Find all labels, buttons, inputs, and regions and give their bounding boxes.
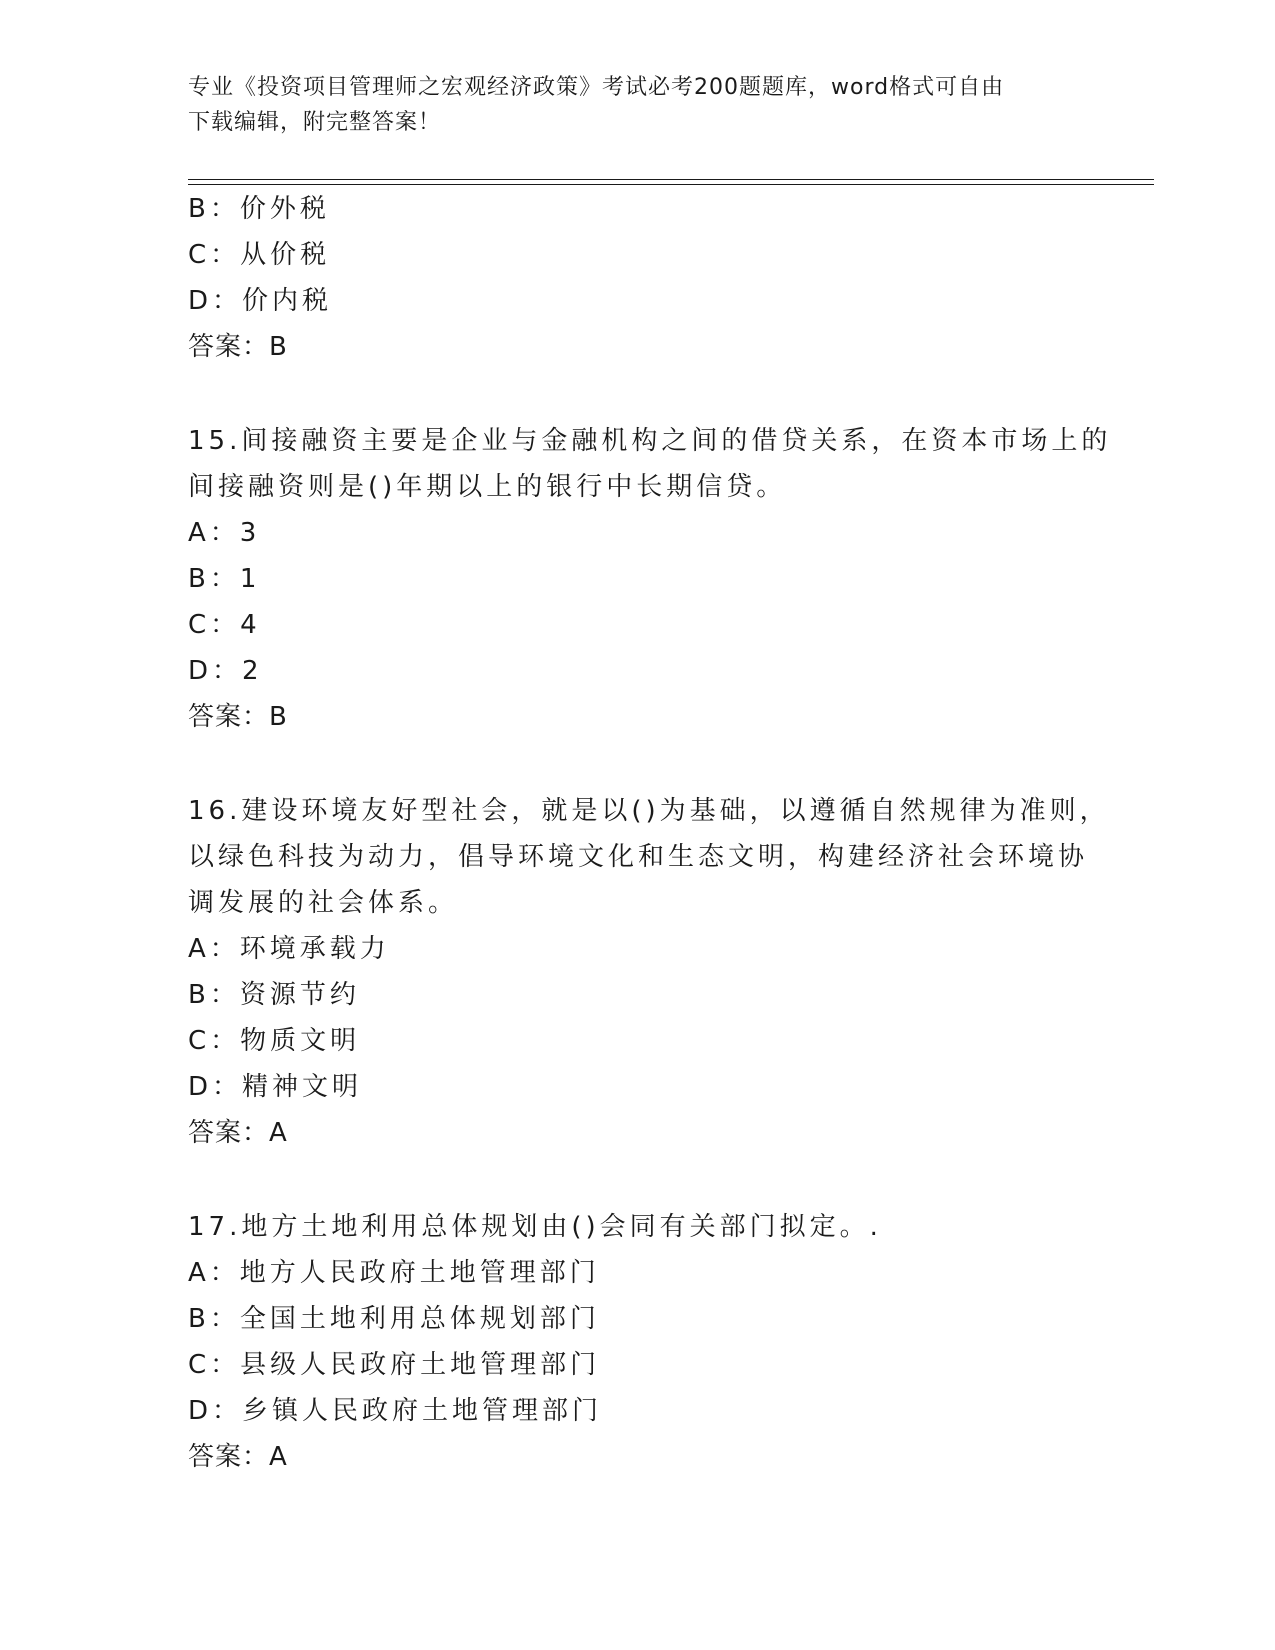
option-c: C：4 (188, 610, 261, 640)
question-stem: 15.间接融资主要是企业与金融机构之间的借贷关系，在资本市场上的 (188, 426, 1112, 456)
question-14 (188, 186, 1088, 370)
question-15 (188, 418, 1112, 740)
answer: 答案：A (188, 1442, 288, 1472)
answer: 答案：B (188, 332, 288, 362)
option-b: B：价外税 (188, 194, 330, 224)
question-stem: 间接融资则是()年期以上的银行中长期信贷。 (188, 472, 787, 502)
option-a: A：3 (188, 518, 261, 548)
option-b: B：资源节约 (188, 980, 360, 1010)
option-c: C：县级人民政府土地管理部门 (188, 1350, 601, 1380)
question-stem: 调发展的社会体系。 (188, 888, 459, 918)
option-b: B：1 (188, 564, 261, 594)
header-rule-top (188, 179, 1154, 180)
option-a: A：环境承载力 (188, 934, 390, 964)
option-d: D：乡镇人民政府土地管理部门 (188, 1396, 603, 1426)
page-header (188, 70, 1088, 140)
header-line-1: 专业《投资项目管理师之宏观经济政策》考试必考200题题库，word格式可自由 (188, 75, 1005, 100)
option-d: D：2 (188, 656, 263, 686)
question-stem: 17.地方土地利用总体规划由()会同有关部门拟定。. (188, 1212, 882, 1242)
question-stem: 以绿色科技为动力，倡导环境文化和生态文明，构建经济社会环境协 (188, 842, 1089, 872)
header-line-2: 下载编辑，附完整答案！ (188, 110, 442, 135)
header-rule-bottom (188, 184, 1154, 185)
answer: 答案：B (188, 702, 288, 732)
question-list (188, 186, 1112, 1480)
option-d: D：价内税 (188, 286, 333, 316)
option-c: C：从价税 (188, 240, 331, 270)
question-16 (188, 788, 1110, 1156)
option-a: A：地方人民政府土地管理部门 (188, 1258, 600, 1288)
option-c: C：物质文明 (188, 1026, 361, 1056)
option-b: B：全国土地利用总体规划部门 (188, 1304, 600, 1334)
question-stem: 16.建设环境友好型社会，就是以()为基础，以遵循自然规律为准则， (188, 796, 1110, 826)
answer: 答案：A (188, 1118, 288, 1148)
question-17 (188, 1204, 1088, 1480)
option-d: D：精神文明 (188, 1072, 363, 1102)
